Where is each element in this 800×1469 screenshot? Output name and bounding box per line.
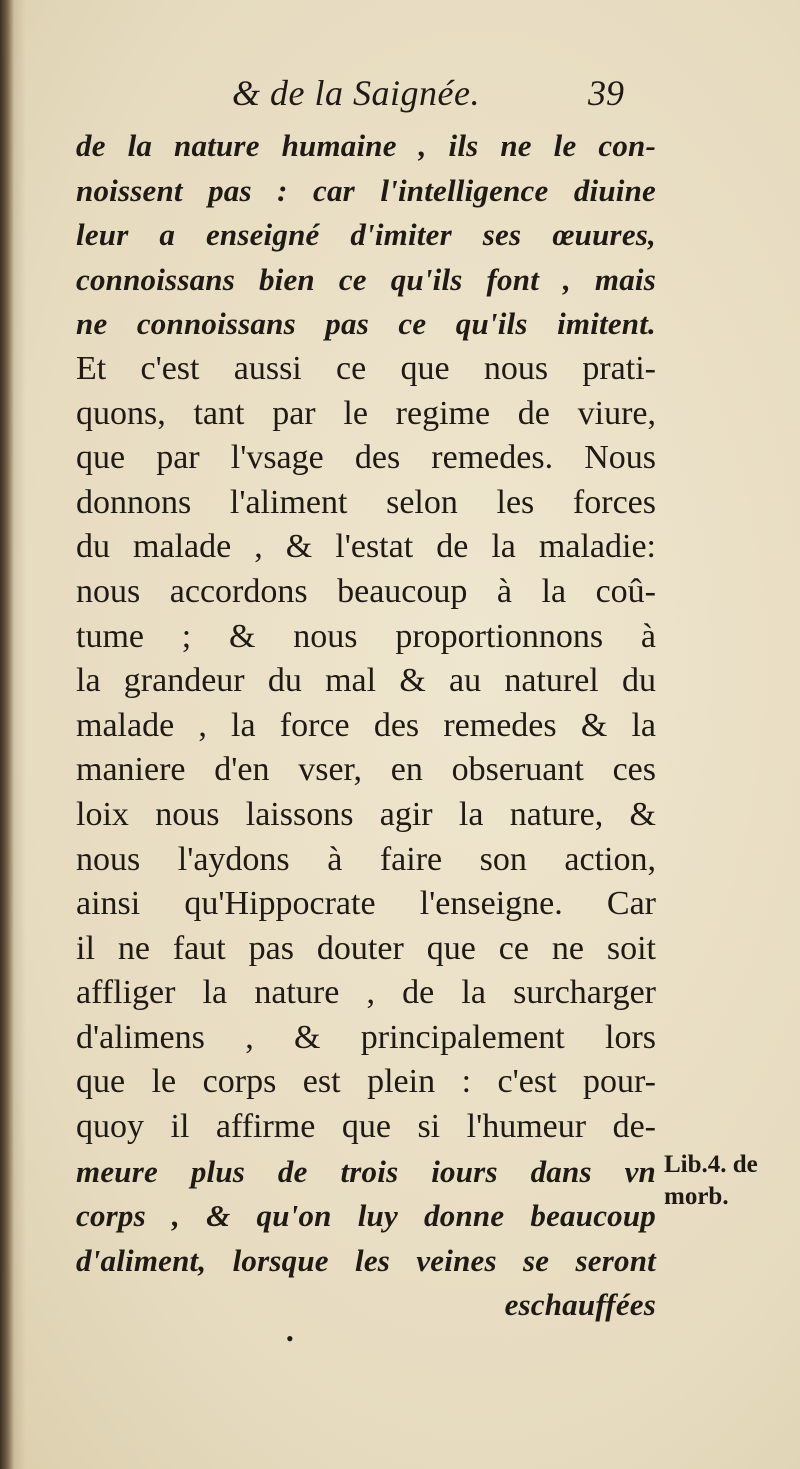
text-line: eschauffées	[504, 1287, 656, 1323]
text-line: corps , & qu'on luy donne beaucoup	[76, 1198, 656, 1234]
text-line: noissent pas : car l'intelligence diuine	[76, 172, 656, 208]
text-line: quoy il affirme que si l'humeur de-	[76, 1108, 656, 1146]
text-line: d'alimens , & principalement lors	[76, 1018, 656, 1056]
text-line: donnons l'aliment selon les forces	[76, 483, 656, 521]
text-line: tume ; & nous proportionnons à	[76, 617, 656, 655]
text-line: que par l'vsage des remedes. Nous	[76, 439, 656, 477]
text-line: nous accordons beaucoup à la coû-	[76, 572, 656, 610]
text-line: d'aliment, lorsque les veines se seront	[76, 1242, 656, 1278]
text-line: leur a enseigné d'imiter ses œuures,	[76, 217, 656, 253]
running-head: & de la Saignée.	[232, 73, 480, 113]
text-line: quons, tant par le regime de viure,	[76, 394, 656, 432]
text-line: malade , la force des remedes & la	[76, 706, 656, 744]
text-line: Et c'est aussi ce que nous prati-	[76, 349, 656, 387]
body-text	[76, 124, 656, 1328]
text-line: que le corps est plein : c'est pour-	[76, 1063, 656, 1101]
margin-note-line: Lib.4. de	[664, 1151, 758, 1178]
text-line: la grandeur du mal & au naturel du	[76, 662, 656, 700]
text-line: ne connoissans pas ce qu'ils imitent.	[76, 306, 656, 342]
text-line: connoissans bien ce qu'ils font , mais	[76, 261, 656, 297]
gutter-shadow	[0, 0, 14, 1469]
text-line: meure plus de trois iours dans vn	[76, 1153, 656, 1189]
text-line: affliger la nature , de la surcharger	[76, 974, 656, 1012]
page-number: 39	[588, 73, 624, 113]
margin-note-line: morb.	[664, 1183, 729, 1210]
page-header	[0, 72, 800, 122]
text-line: maniere d'en vser, en obseruant ces	[76, 751, 656, 789]
printer-mark: •	[286, 1326, 294, 1351]
text-line: il ne faut pas douter que ce ne soit	[76, 929, 656, 967]
text-line: ainsi qu'Hippocrate l'enseigne. Car	[76, 885, 656, 923]
text-line: de la nature humaine , ils ne le con-	[76, 128, 656, 163]
margin-note	[664, 1149, 794, 1213]
text-line: nous l'aydons à faire son action,	[76, 840, 656, 878]
text-line: loix nous laissons agir la nature, &	[76, 795, 656, 833]
text-line: du malade , & l'estat de la maladie:	[76, 528, 656, 566]
